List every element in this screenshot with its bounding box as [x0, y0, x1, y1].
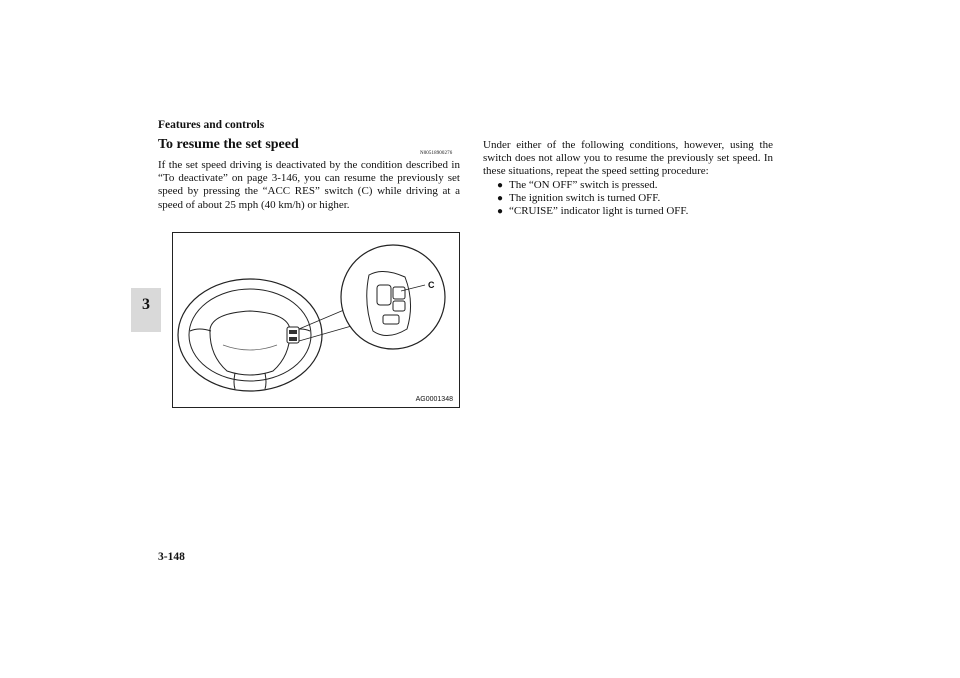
list-item-text: The “ON OFF” switch is pressed. — [509, 178, 658, 191]
chapter-number: 3 — [142, 296, 150, 313]
list-item — [497, 205, 773, 218]
conditions-intro: Under either of the following conditions, however, using the switch does not allow you to resume the previously set speed. In these situations, repeat the speed setting procedure: — [483, 139, 773, 178]
running-header: Features and controls — [158, 119, 265, 131]
figure-image-code: AG0001348 — [415, 396, 453, 403]
list-item — [497, 192, 773, 205]
list-item-text: “CRUISE” indicator light is turned OFF. — [509, 205, 689, 218]
figure-callout-c: C — [428, 280, 435, 290]
body-paragraph: If the set speed driving is deactivated by the condition described in “To deactivate” on page 3-146, you can resume the previously set speed by pressing the “ACC RES” switch (C) while driving at a speed of about 25 mph (40 km/h) or higher. — [158, 159, 460, 211]
figure-steering-wheel — [172, 232, 460, 408]
list-item-text: The ignition switch is turned OFF. — [509, 191, 661, 204]
list-item — [497, 179, 773, 192]
bullet-icon: ● — [497, 192, 504, 204]
bullet-icon: ● — [497, 179, 504, 191]
section-ref-code: N00518900276 — [420, 151, 453, 156]
steering-wheel-cruise-switch-icon — [173, 233, 459, 407]
right-column — [483, 139, 773, 218]
bullet-icon: ● — [497, 206, 504, 218]
conditions-list — [483, 179, 773, 219]
page-number: 3-148 — [158, 551, 185, 563]
section-title: To resume the set speed — [158, 137, 299, 152]
